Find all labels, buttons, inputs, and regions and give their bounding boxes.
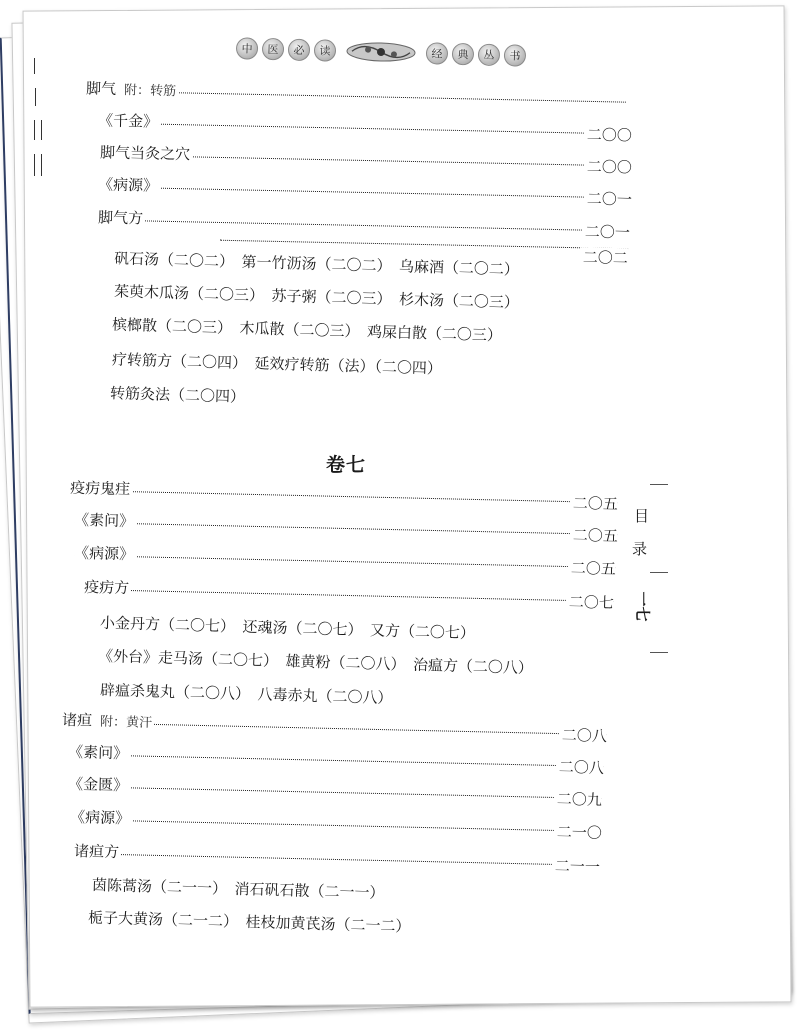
- leader-dots: [70, 819, 602, 832]
- entry-title: 《素问》: [68, 742, 130, 763]
- page-number: 二〇五: [568, 558, 616, 579]
- page-number: 二〇〇: [584, 157, 632, 178]
- formula-row: 疗转筋方（二〇四） 延效疗转筋（法）（二〇四）: [111, 350, 443, 378]
- header-char: 丛: [478, 44, 501, 67]
- header-char: 书: [504, 44, 527, 67]
- toc-entry: [73, 841, 601, 876]
- page-number: 二〇五: [570, 493, 618, 514]
- side-label-mu: 目: [634, 507, 650, 525]
- ornament-icon: [344, 39, 419, 65]
- toc-entry: [99, 142, 633, 177]
- toc-entry: [73, 543, 617, 579]
- leader-dots: [70, 490, 618, 503]
- page-number: 二一〇: [554, 822, 602, 843]
- entry-title: 疫疠鬼疰: [70, 478, 132, 499]
- entry-title: 疫疠方: [84, 577, 131, 598]
- header-char: 医: [262, 38, 285, 61]
- toc-entry: [97, 207, 631, 242]
- toc-entry: [83, 577, 615, 613]
- header-char: 中: [236, 37, 259, 60]
- formula-row: 茵陈蒿汤（二一一） 消石矾石散（二一一）: [91, 875, 385, 903]
- toc-entry: [97, 174, 633, 209]
- entry-title: 《病源》: [70, 807, 132, 828]
- leader-dots: [74, 555, 616, 568]
- toc-entry: [67, 742, 605, 778]
- leader-dots: [74, 522, 618, 535]
- leader-dots: [68, 754, 604, 767]
- toc-entry: [97, 110, 633, 145]
- entry-title: 《千金》: [98, 110, 160, 131]
- entry-title: 脚气当灸之穴: [100, 142, 192, 164]
- leader-dots: [84, 589, 614, 602]
- page-number: 二〇〇: [584, 125, 632, 146]
- header-char: 经: [426, 42, 449, 65]
- page-number: 二一一: [552, 856, 600, 877]
- toc-entry: [73, 510, 619, 546]
- formula-row: 《外台》走马汤（二〇七） 雄黄粉（二〇八） 治瘟方（二〇八）: [97, 646, 534, 678]
- entry-title: 《病源》: [74, 543, 136, 564]
- entry-title: 《病源》: [98, 174, 160, 195]
- page-number: 二〇五: [570, 525, 618, 546]
- leader-dots: [98, 219, 630, 231]
- margin-tick: [650, 572, 668, 573]
- page-number: 二〇一: [582, 222, 630, 243]
- entry-title: 《金匮》: [68, 774, 130, 795]
- toc-entry: [67, 774, 603, 810]
- leader-dots: [98, 186, 632, 198]
- header-char: 典: [452, 43, 475, 66]
- header-char: 读: [314, 39, 337, 62]
- page-number: 二〇八: [556, 757, 604, 778]
- entry-title: 《素问》: [74, 510, 136, 531]
- formula-row: 茱萸木瓜汤（二〇三） 苏子粥（二〇三） 杉木汤（二〇三）: [113, 282, 520, 312]
- formula-row: 转筋灸法（二〇四）: [109, 384, 246, 406]
- formula-row: 槟榔散（二〇三） 木瓜散（二〇三） 鸡屎白散（二〇三）: [111, 315, 503, 345]
- side-label-lu: 录: [632, 540, 648, 558]
- leader-dots: [74, 853, 600, 866]
- margin-tick: [650, 652, 668, 653]
- entry-title: 诸疸方: [74, 841, 121, 862]
- header-char: 必: [288, 39, 311, 62]
- series-title-right: [426, 42, 527, 67]
- formula-row: 小金丹方（二〇七） 还魂汤（二〇七） 又方（二〇七）: [99, 613, 476, 643]
- section-title: 卷七: [326, 454, 367, 476]
- leader-dots: [68, 786, 602, 799]
- series-title-left: [236, 37, 337, 62]
- page-number: 二〇一: [584, 189, 632, 210]
- page-number: 二〇二: [580, 247, 628, 268]
- formula-row: 辟瘟杀鬼丸（二〇八） 八毒赤丸（二〇八）: [99, 680, 393, 708]
- toc-entry: [69, 478, 619, 514]
- formula-row: 矾石汤（二〇二） 第一竹沥汤（二〇二） 乌麻酒（二〇二）: [113, 249, 520, 279]
- side-page-number: 一七: [633, 591, 652, 622]
- page-number: 二〇八: [559, 725, 607, 746]
- series-header: [236, 34, 527, 70]
- page-number: 二〇七: [566, 592, 614, 613]
- toc-entry: [69, 807, 603, 843]
- entry-title: 脚气: [85, 79, 117, 98]
- leader-dots: [98, 122, 632, 134]
- entry-title: 脚气方: [98, 207, 145, 228]
- entry-title: 诸疸: [61, 710, 93, 730]
- toc-entry: [86, 78, 626, 109]
- entry-note: 附：转筋: [123, 83, 177, 100]
- formula-row: 栀子大黄汤（二一二） 桂枝加黄芪汤（二一二）: [87, 908, 411, 936]
- page-number: 二〇九: [554, 789, 602, 810]
- leader-dots: [220, 240, 628, 250]
- toc-entry: [61, 710, 608, 746]
- entry-note: 附：黄汗: [99, 714, 153, 731]
- margin-tick: [650, 484, 668, 485]
